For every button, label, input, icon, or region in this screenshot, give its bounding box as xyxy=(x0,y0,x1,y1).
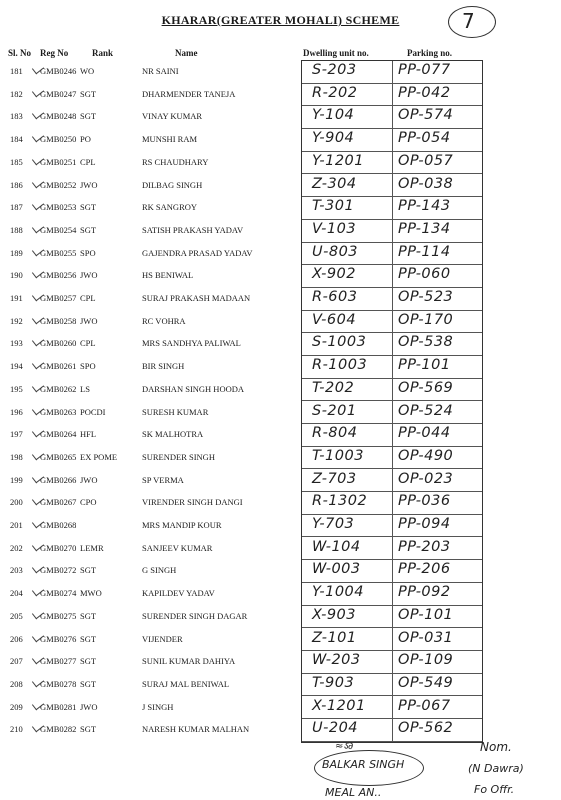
cell-dwelling-unit: Y-904 xyxy=(312,130,355,147)
cell-sl-no: 196 xyxy=(10,406,23,417)
cell-reg-no: GMB0255 xyxy=(40,247,77,258)
cell-name: SP VERMA xyxy=(142,474,184,485)
table-row xyxy=(0,106,561,126)
cell-reg-no: GMB0264 xyxy=(40,429,77,440)
cell-dwelling-unit: R-1003 xyxy=(312,357,368,374)
cell-dwelling-unit: Z-304 xyxy=(312,175,357,192)
cell-rank: SGT xyxy=(80,678,97,689)
table-row xyxy=(0,129,561,149)
cell-dwelling-unit: W-003 xyxy=(312,561,361,578)
cell-rank: CPL xyxy=(80,338,96,349)
cell-sl-no: 190 xyxy=(10,270,23,281)
cell-name: DHARMENDER TANEJA xyxy=(142,88,236,99)
cell-name: SUNIL KUMAR DAHIYA xyxy=(142,656,236,667)
cell-dwelling-unit: T-301 xyxy=(312,198,355,215)
signature-bottom-text: MEAL AN.. xyxy=(325,786,382,799)
cell-sl-no: 184 xyxy=(10,134,23,145)
cell-name: SURAJ PRAKASH MADAAN xyxy=(142,293,251,303)
cell-dwelling-unit: R-202 xyxy=(312,84,358,101)
cell-sl-no: 207 xyxy=(10,656,23,667)
cell-dwelling-unit: R-603 xyxy=(312,289,358,305)
cell-parking-no: OP-574 xyxy=(398,107,454,124)
table-row xyxy=(0,560,561,580)
cell-name: SURENDER SINGH DAGAR xyxy=(142,610,248,621)
cell-rank: MWO xyxy=(80,588,102,599)
cell-reg-no: GMB0275 xyxy=(40,610,77,621)
cell-dwelling-unit: X-1201 xyxy=(312,697,366,714)
cell-name: G SINGH xyxy=(142,565,177,576)
page-number: 7 xyxy=(462,9,475,33)
cell-reg-no: GMB0246 xyxy=(40,66,77,76)
cell-rank: JWO xyxy=(80,179,98,190)
table-row xyxy=(0,424,561,444)
cell-dwelling-unit: R-804 xyxy=(312,425,358,442)
cell-name: SK MALHOTRA xyxy=(142,429,204,440)
cell-rank: LEMR xyxy=(80,542,104,553)
cell-parking-no: OP-549 xyxy=(398,674,454,691)
cell-parking-no: PP-060 xyxy=(398,266,451,283)
cell-reg-no: GMB0265 xyxy=(40,451,77,462)
cell-sl-no: 203 xyxy=(10,565,23,576)
cell-sl-no: 193 xyxy=(10,338,23,349)
cell-dwelling-unit: Z-703 xyxy=(312,470,357,487)
table-row xyxy=(0,470,561,490)
table-row xyxy=(0,606,561,626)
cell-reg-no: GMB0266 xyxy=(40,474,77,485)
cell-dwelling-unit: R-1302 xyxy=(312,493,368,510)
cell-sl-no: 206 xyxy=(10,633,23,644)
table-row xyxy=(0,197,561,217)
table-row xyxy=(0,697,561,717)
cell-sl-no: 198 xyxy=(10,451,23,462)
cell-rank: SGT xyxy=(80,724,97,735)
cell-name: MUNSHI RAM xyxy=(142,134,198,145)
cell-rank: LS xyxy=(80,383,90,394)
cell-rank: SGT xyxy=(80,88,97,99)
header-parking: Parking no. xyxy=(407,48,453,58)
cell-parking-no: OP-523 xyxy=(398,289,454,305)
cell-parking-no: OP-031 xyxy=(398,629,454,646)
cell-parking-no: PP-036 xyxy=(398,493,451,510)
header-sl-no: Sl. No xyxy=(8,48,32,58)
cell-rank: JWO xyxy=(80,270,98,281)
cell-rank: CPL xyxy=(80,293,96,303)
cell-reg-no: GMB0270 xyxy=(40,542,77,553)
cell-name: SURENDER SINGH xyxy=(142,451,215,462)
table-row xyxy=(0,538,561,558)
cell-dwelling-unit: U-204 xyxy=(312,720,359,737)
cell-reg-no: GMB0272 xyxy=(40,565,77,576)
cell-sl-no: 191 xyxy=(10,293,23,303)
cell-reg-no: GMB0262 xyxy=(40,383,77,394)
cell-reg-no: GMB0261 xyxy=(40,361,77,372)
cell-sl-no: 181 xyxy=(10,66,23,76)
cell-rank: SPO xyxy=(80,361,96,372)
cell-parking-no: OP-101 xyxy=(398,606,454,623)
cell-rank: SGT xyxy=(80,633,97,644)
cell-rank: EX POME xyxy=(80,451,118,462)
cell-rank: SPO xyxy=(80,247,96,258)
cell-rank: CPO xyxy=(80,497,97,508)
cell-dwelling-unit: T-903 xyxy=(312,674,355,691)
cell-reg-no: GMB0253 xyxy=(40,202,77,213)
cell-parking-no: PP-094 xyxy=(398,516,451,532)
table-row xyxy=(0,651,561,671)
cell-dwelling-unit: Z-101 xyxy=(312,629,357,646)
cell-sl-no: 208 xyxy=(10,678,23,689)
table-row xyxy=(0,288,561,308)
cell-sl-no: 201 xyxy=(10,520,23,530)
cell-name: VIRENDER SINGH DANGI xyxy=(142,497,243,508)
document-title: KHARAR(GREATER MOHALI) SCHEME xyxy=(161,13,400,27)
cell-reg-no: GMB0278 xyxy=(40,678,77,689)
cell-reg-no: GMB0250 xyxy=(40,134,77,145)
table-row xyxy=(0,356,561,376)
cell-sl-no: 209 xyxy=(10,701,23,712)
note-line-1: Nom. xyxy=(480,740,512,754)
cell-sl-no: 185 xyxy=(10,156,23,167)
cell-parking-no: PP-092 xyxy=(398,584,451,601)
cell-sl-no: 197 xyxy=(10,429,23,440)
cell-name: HS BENIWAL xyxy=(142,270,194,281)
cell-name: NR SAINI xyxy=(142,66,179,76)
cell-sl-no: 204 xyxy=(10,588,23,599)
cell-name: VIJENDER xyxy=(142,633,183,644)
cell-dwelling-unit: T-1003 xyxy=(312,447,364,464)
cell-rank: SGT xyxy=(80,224,97,235)
note-line-2: (N Dawra) xyxy=(468,762,524,775)
cell-reg-no: GMB0277 xyxy=(40,656,77,667)
cell-name: RK SANGROY xyxy=(142,202,198,213)
cell-reg-no: GMB0263 xyxy=(40,406,77,417)
cell-dwelling-unit: X-902 xyxy=(312,266,357,283)
table-row xyxy=(0,447,561,467)
header-name: Name xyxy=(175,48,198,58)
cell-sl-no: 192 xyxy=(10,315,23,326)
cell-name: DILBAG SINGH xyxy=(142,179,203,190)
cell-rank: SGT xyxy=(80,656,97,667)
cell-reg-no: GMB0248 xyxy=(40,111,77,122)
table-row xyxy=(0,583,561,603)
cell-reg-no: GMB0276 xyxy=(40,633,77,644)
cell-rank: POCDI xyxy=(80,406,106,417)
table-row xyxy=(0,492,561,512)
cell-name: BIR SINGH xyxy=(142,361,185,372)
table-row xyxy=(0,674,561,694)
cell-name: MRS SANDHYA PALIWAL xyxy=(142,338,241,349)
table-row xyxy=(0,61,561,81)
cell-sl-no: 195 xyxy=(10,383,23,394)
cell-name: VINAY KUMAR xyxy=(142,111,203,122)
cell-reg-no: GMB0274 xyxy=(40,588,77,599)
cell-name: KAPILDEV YADAV xyxy=(142,588,215,599)
cell-reg-no: GMB0268 xyxy=(40,520,77,530)
cell-dwelling-unit: X-903 xyxy=(312,606,357,623)
cell-reg-no: GMB0258 xyxy=(40,315,77,326)
cell-sl-no: 200 xyxy=(10,497,23,508)
cell-parking-no: OP-524 xyxy=(398,402,454,419)
cell-parking-no: OP-038 xyxy=(398,175,454,192)
cell-dwelling-unit: Y-1004 xyxy=(312,584,364,601)
cell-rank: SGT xyxy=(80,111,97,122)
cell-name: GAJENDRA PRASAD YADAV xyxy=(142,247,253,258)
cell-parking-no: OP-109 xyxy=(398,652,454,669)
cell-dwelling-unit: Y-703 xyxy=(312,516,355,532)
signature-scribble: ≈ऽ∂ xyxy=(335,741,354,752)
header-reg-no: Reg No xyxy=(40,48,69,58)
cell-sl-no: 188 xyxy=(10,224,23,235)
cell-parking-no: OP-569 xyxy=(398,379,454,396)
table-row xyxy=(0,311,561,331)
cell-rank: WO xyxy=(80,66,95,76)
cell-dwelling-unit: Y-1201 xyxy=(312,152,364,169)
cell-sl-no: 187 xyxy=(10,202,23,213)
cell-reg-no: GMB0281 xyxy=(40,701,77,712)
cell-dwelling-unit: Y-104 xyxy=(312,107,355,124)
cell-name: RC VOHRA xyxy=(142,315,186,326)
cell-sl-no: 205 xyxy=(10,610,23,621)
cell-rank: PO xyxy=(80,134,91,145)
cell-parking-no: PP-143 xyxy=(398,198,451,215)
cell-parking-no: PP-044 xyxy=(398,425,451,442)
cell-name: MRS MANDIP KOUR xyxy=(142,520,222,530)
cell-rank: HFL xyxy=(80,429,97,440)
cell-dwelling-unit: W-203 xyxy=(312,652,361,669)
cell-rank: SGT xyxy=(80,565,97,576)
signature-name: BALKAR SINGH xyxy=(322,758,405,771)
header-rank: Rank xyxy=(92,48,114,58)
cell-name: J SINGH xyxy=(142,701,174,712)
cell-reg-no: GMB0251 xyxy=(40,156,77,167)
note-line-3: Fo Offr. xyxy=(474,783,515,796)
cell-sl-no: 210 xyxy=(10,724,23,735)
cell-rank: SGT xyxy=(80,202,97,213)
cell-name: SANJEEV KUMAR xyxy=(142,542,213,553)
table-row xyxy=(0,152,561,172)
table-row xyxy=(0,220,561,240)
table-row xyxy=(0,84,561,104)
table-row xyxy=(0,629,561,649)
cell-parking-no: PP-203 xyxy=(398,538,451,555)
cell-parking-no: PP-206 xyxy=(398,561,451,578)
table-row xyxy=(0,243,561,263)
cell-parking-no: PP-101 xyxy=(398,357,451,374)
cell-rank: JWO xyxy=(80,474,98,485)
cell-dwelling-unit: W-104 xyxy=(312,538,361,555)
header-dwelling: Dwelling unit no. xyxy=(303,48,369,58)
cell-parking-no: OP-057 xyxy=(398,152,454,169)
cell-sl-no: 199 xyxy=(10,474,23,485)
cell-sl-no: 189 xyxy=(10,247,23,258)
cell-name: SATISH PRAKASH YADAV xyxy=(142,224,244,235)
cell-rank: SGT xyxy=(80,610,97,621)
cell-dwelling-unit: V-604 xyxy=(312,311,357,328)
table-row xyxy=(0,333,561,353)
cell-rank: CPL xyxy=(80,156,96,167)
cell-dwelling-unit: S-201 xyxy=(312,402,357,419)
cell-sl-no: 183 xyxy=(10,111,23,122)
cell-parking-no: PP-042 xyxy=(398,84,451,101)
cell-dwelling-unit: V-103 xyxy=(312,220,357,237)
cell-reg-no: GMB0256 xyxy=(40,270,77,281)
table-row xyxy=(0,379,561,399)
table-row xyxy=(0,402,561,422)
cell-reg-no: GMB0260 xyxy=(40,338,77,349)
cell-sl-no: 186 xyxy=(10,179,23,190)
cell-reg-no: GMB0282 xyxy=(40,724,77,735)
cell-rank: JWO xyxy=(80,701,98,712)
cell-parking-no: PP-067 xyxy=(398,697,451,714)
cell-parking-no: OP-562 xyxy=(398,720,454,737)
cell-sl-no: 194 xyxy=(10,361,23,372)
cell-sl-no: 202 xyxy=(10,542,23,553)
cell-reg-no: GMB0254 xyxy=(40,224,77,235)
cell-parking-no: PP-077 xyxy=(398,62,451,78)
table-row xyxy=(0,719,561,739)
cell-name: SURESH KUMAR xyxy=(142,406,209,417)
cell-reg-no: GMB0247 xyxy=(40,88,77,99)
cell-parking-no: OP-490 xyxy=(398,447,454,464)
cell-dwelling-unit: S-1003 xyxy=(312,334,367,351)
cell-name: DARSHAN SINGH HOODA xyxy=(142,383,245,394)
cell-reg-no: GMB0267 xyxy=(40,497,77,508)
cell-name: SURAJ MAL BENIWAL xyxy=(142,678,230,689)
table-row xyxy=(0,515,561,535)
cell-parking-no: OP-538 xyxy=(398,334,454,351)
cell-dwelling-unit: T-202 xyxy=(312,379,355,396)
cell-parking-no: OP-023 xyxy=(398,470,454,487)
cell-parking-no: PP-134 xyxy=(398,220,451,237)
cell-reg-no: GMB0257 xyxy=(40,293,77,303)
cell-parking-no: PP-114 xyxy=(398,243,451,260)
cell-name: NARESH KUMAR MALHAN xyxy=(142,724,250,735)
table-row xyxy=(0,265,561,285)
cell-parking-no: PP-054 xyxy=(398,130,451,147)
table-row xyxy=(0,175,561,195)
cell-dwelling-unit: S-203 xyxy=(312,62,357,78)
cell-reg-no: GMB0252 xyxy=(40,179,77,190)
cell-name: RS CHAUDHARY xyxy=(142,156,209,167)
cell-parking-no: OP-170 xyxy=(398,311,454,328)
cell-sl-no: 182 xyxy=(10,88,23,99)
cell-dwelling-unit: U-803 xyxy=(312,243,359,260)
cell-rank: JWO xyxy=(80,315,98,326)
